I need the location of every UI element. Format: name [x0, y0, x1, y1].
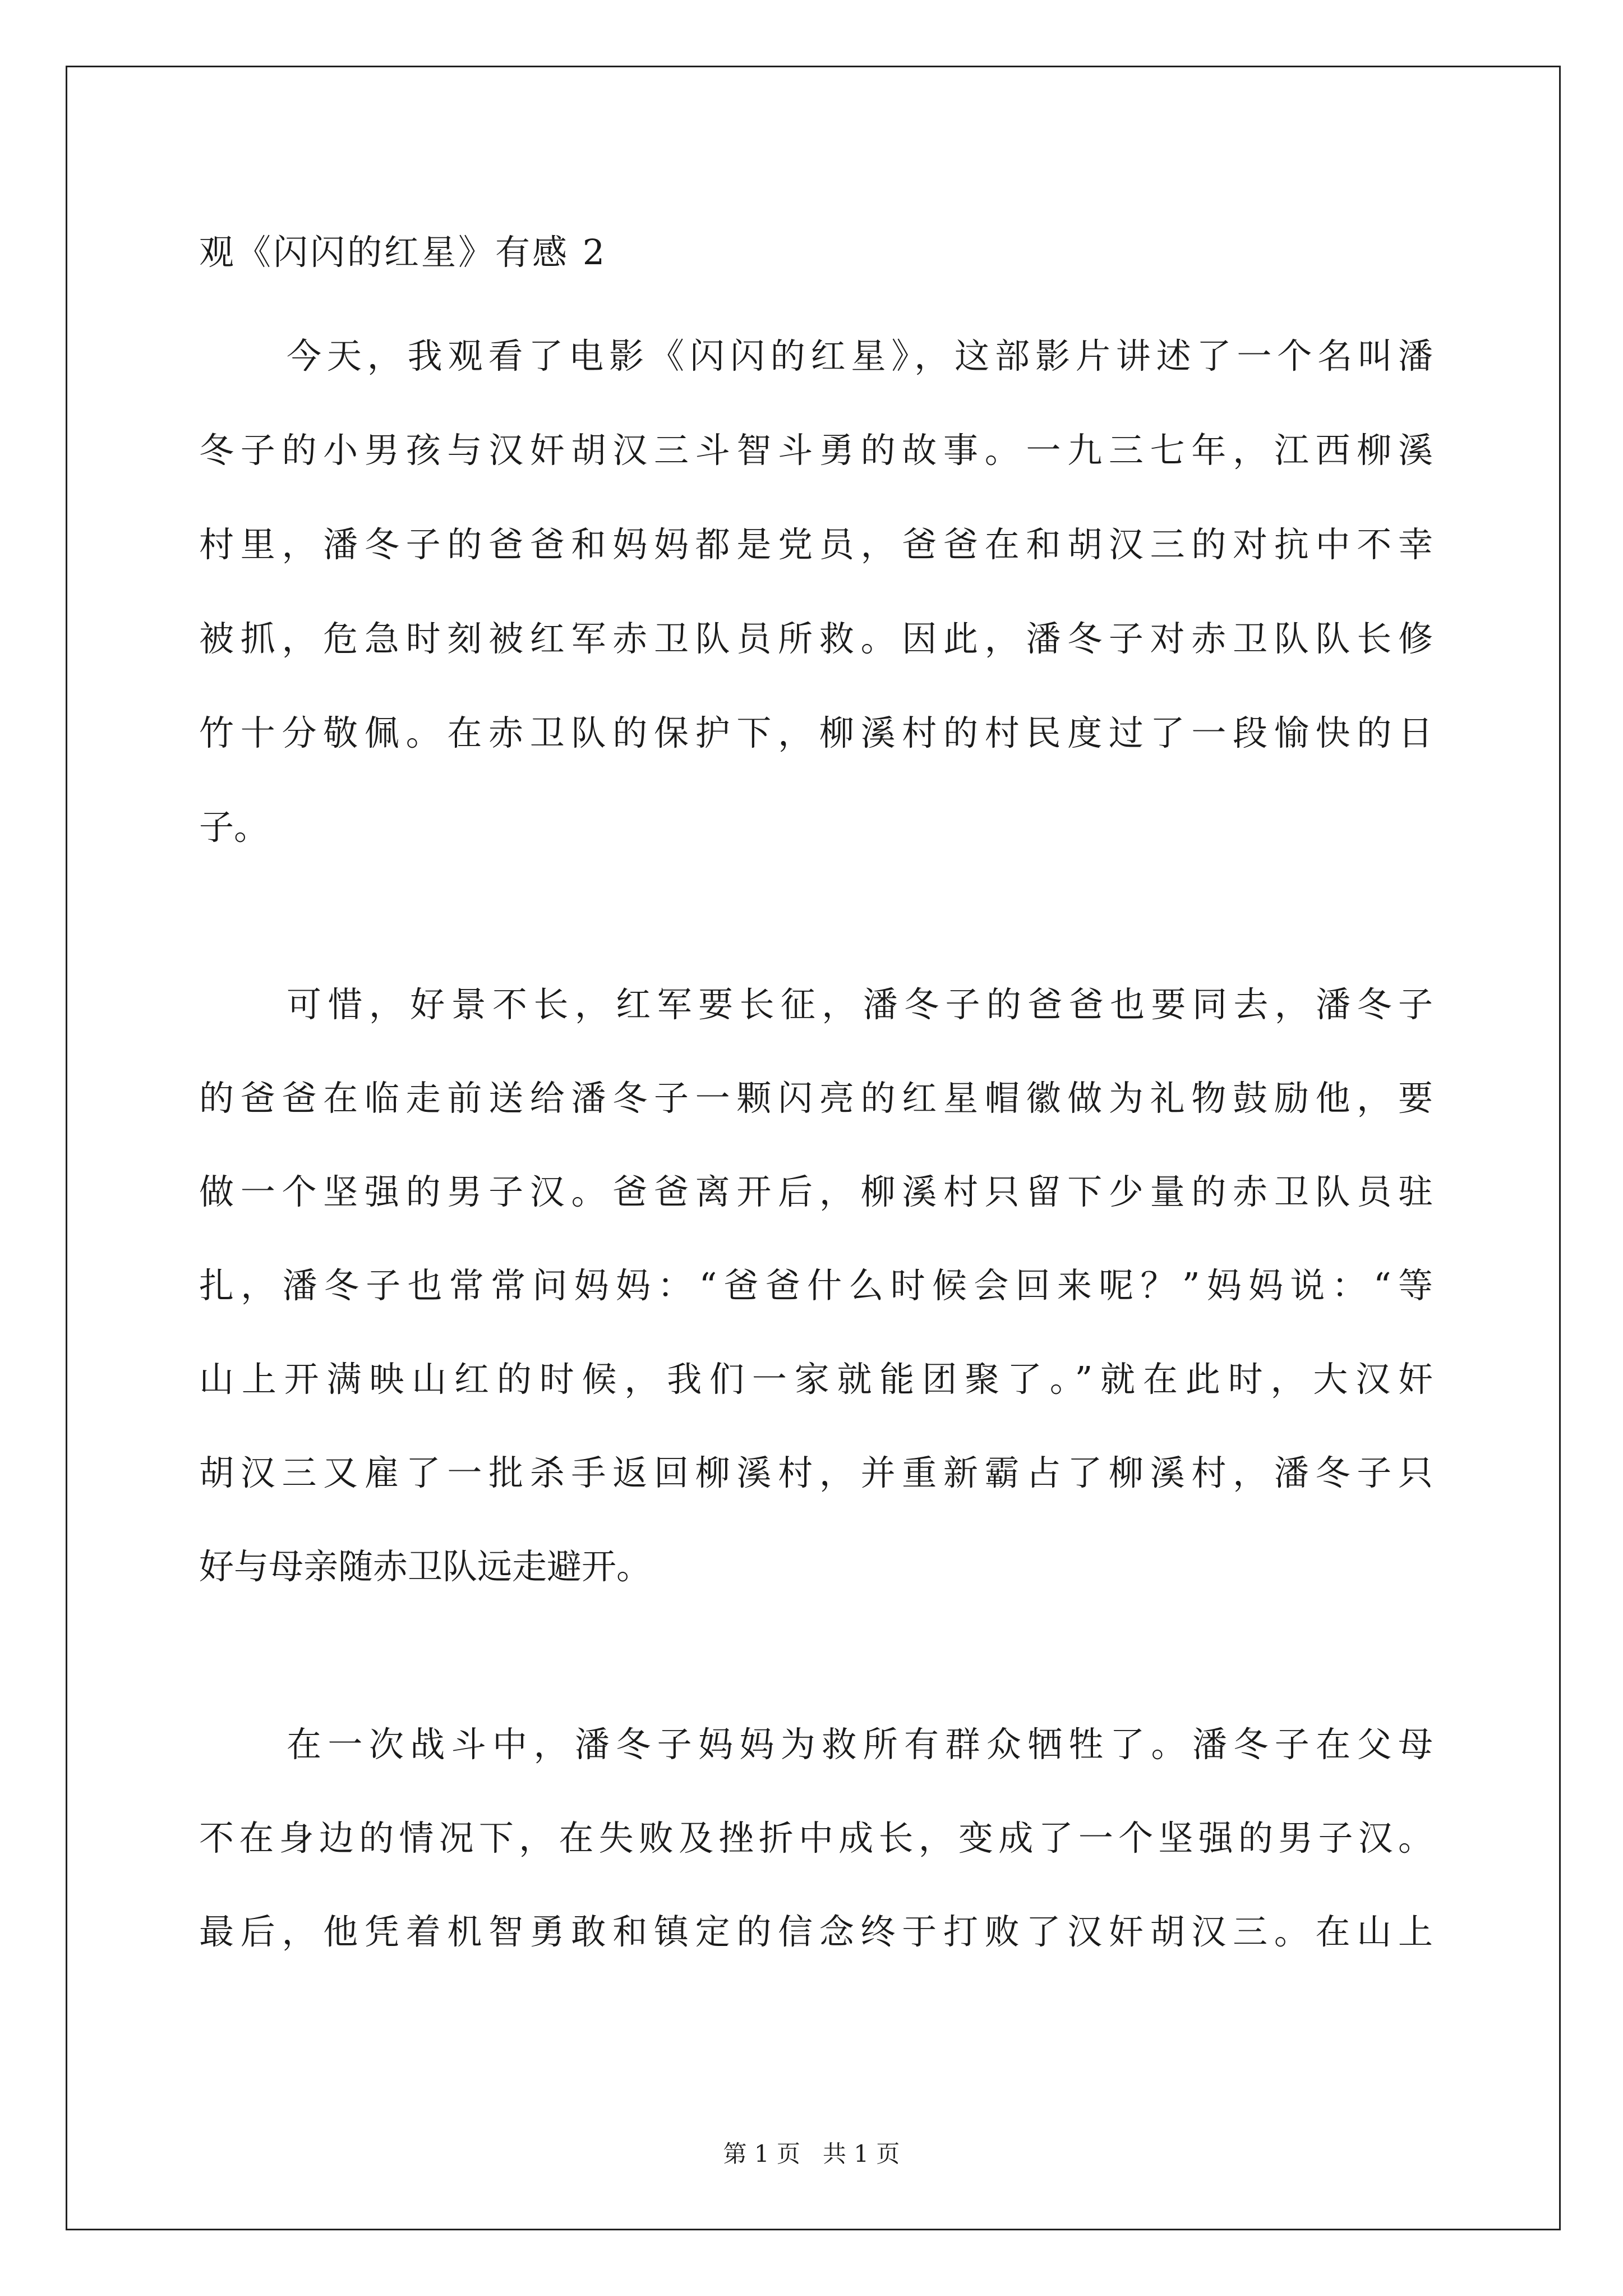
paragraph-1-line-3: 村里，潘冬子的爸爸和妈妈都是党员，爸爸在和胡汉三的对抗中不幸: [199, 524, 1433, 565]
paragraph-3-line-2: 不在身边的情况下，在失败及挫折中成长，变成了一个坚强的男子汉。: [199, 1818, 1433, 1858]
page-footer: [0, 2137, 1623, 2171]
paragraph-2-line-5: 山上开满映山红的时候，我们一家就能团聚了。”就在此时，大汉奸: [199, 1359, 1433, 1400]
paragraph-3-line-3: 最后，他凭着机智勇敢和镇定的信念终于打败了汉奸胡汉三。在山上: [199, 1911, 1433, 1952]
paragraph-2-line-7: 好与母亲随赤卫队远走避开。: [199, 1546, 652, 1587]
page-border: [66, 66, 1561, 2230]
paragraph-2-line-2: 的爸爸在临走前送给潘冬子一颗闪亮的红星帽徽做为礼物鼓励他，要: [199, 1078, 1433, 1119]
paragraph-2-line-1: 可惜，好景不长，红军要长征，潘冬子的爸爸也要同去，潘冬子: [287, 984, 1433, 1025]
page-total: 共 1 页: [823, 2140, 900, 2168]
paragraph-1-line-1: 今天，我观看了电影《闪闪的红星》，这部影片讲述了一个名叫潘: [287, 335, 1433, 376]
paragraph-1-line-6: 子。: [199, 807, 269, 848]
paragraph-1-line-4: 被抓，危急时刻被红军赤卫队员所救。因此，潘冬子对赤卫队队长修: [199, 618, 1433, 659]
paragraph-1-line-2: 冬子的小男孩与汉奸胡汉三斗智斗勇的故事。一九三七年，江西柳溪: [199, 430, 1433, 471]
paragraph-3-line-1: 在一次战斗中，潘冬子妈妈为救所有群众牺牲了。潘冬子在父母: [287, 1724, 1433, 1765]
paragraph-2-line-3: 做一个坚强的男子汉。爸爸离开后，柳溪村只留下少量的赤卫队员驻: [199, 1171, 1433, 1212]
page-number: 第 1 页: [723, 2140, 800, 2168]
document-title: 观《闪闪的红星》有感 2: [199, 232, 607, 273]
paragraph-2-line-4: 扎，潘冬子也常常问妈妈：“爸爸什么时候会回来呢？”妈妈说：“等: [199, 1265, 1433, 1306]
paragraph-1-line-5: 竹十分敬佩。在赤卫队的保护下，柳溪村的村民度过了一段愉快的日: [199, 712, 1433, 753]
paragraph-2-line-6: 胡汉三又雇了一批杀手返回柳溪村，并重新霸占了柳溪村，潘冬子只: [199, 1452, 1433, 1493]
